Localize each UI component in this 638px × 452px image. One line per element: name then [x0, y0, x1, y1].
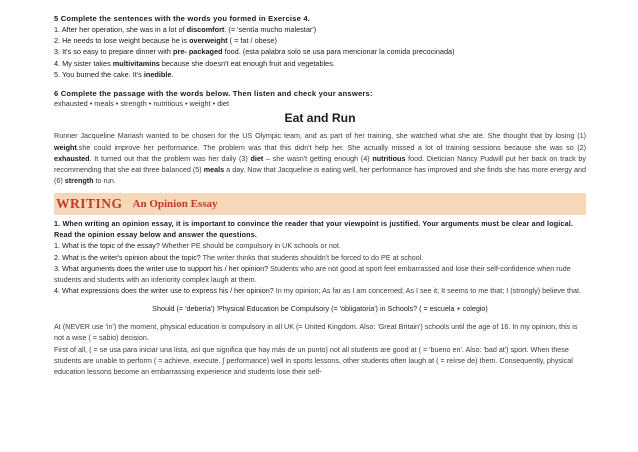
question-item	[54, 240, 586, 251]
item-text: ( = fat / obese)	[227, 36, 277, 46]
passage-segment: . It turned out that the problem was her daily (3)	[89, 153, 251, 163]
answer-word: multivitamins	[112, 58, 160, 68]
essay-body	[54, 321, 586, 377]
item-text: 1. After her operation, she was in a lot of	[54, 25, 187, 34]
essay-paragraph: First of all, ( = se usa para iniciar una lista, así que significa que hay más de un punto) not all students are good at ( = 'bueno en'. Also: 'bad at') sport. When these students are unable to perform ( = achieve, execute. ∫ performance) well in sports lessons, other students often laugh at ( = reírse de) them. Consequently, physical education lessons become an embarrassing experience and students lose their self-	[54, 344, 573, 377]
answer-word: overweight	[189, 36, 228, 46]
question-item	[54, 263, 586, 286]
item-text: because she doesn't eat enough fruit and vegetables.	[159, 58, 335, 68]
answer-text: The writer thinks that students shouldn't be forced to do PE at school.	[202, 252, 424, 262]
exercise-6-wordlist: exhausted • meals • strength • nutritious • weight • diet	[54, 99, 230, 109]
exercise-5-item	[54, 69, 586, 80]
passage-segment: food. Dietician Nancy Pudwill put her back on track by recommending that she eat three balanced (5)	[54, 153, 586, 175]
essay-paragraph: At (NEVER use 'in') the moment, physical education is compulsory in all UK (= United Kingdom. Also: 'Great Britain') schools until the age of 16. In my opinion, this is not a wise ( = sabio) decision.	[54, 322, 578, 343]
writing-subtitle: An Opinion Essay	[132, 197, 218, 210]
essay-title: Should (= 'debería') 'Physical Education be Compulsory (= 'obligatoria') in Schools? ( = escuela + colegio)	[152, 303, 488, 313]
answer-text: Students who are not good at sport feel embarrassed and lose their self-confidence when rude students and students with an inferiority complex laugh at them.	[54, 263, 571, 285]
passage-segment: – she wasn't getting enough (4)	[263, 153, 373, 163]
passage-title: Eat and Run	[284, 111, 356, 126]
exercise-5-heading: 5 Complete the sentences with the words you formed in Exercise 4.	[54, 14, 311, 23]
answer-word: inedible	[143, 69, 172, 79]
answer-word: discomfort	[186, 25, 225, 34]
answer-text: In my opinion; As far as I am concerned; As I see it; It seems to me that; I (strongly) believe that.	[275, 286, 581, 296]
worksheet-page	[54, 14, 586, 378]
writing-section-header	[54, 193, 586, 215]
passage-segment: Runner Jacqueline Mariash wanted to be chosen for the US Olympic team, and as part of her training, she watched what she ate. She thought that by losing (1)	[54, 131, 586, 141]
writing-instruction: 1. When writing an opinion essay, it is important to convince the reader that your viewpoint is justified. Your arguments must be clear and logical. Read the opinion essay below and answer the questions.	[54, 218, 574, 239]
item-text: 3. It's so easy to prepare dinner with	[54, 47, 174, 57]
answer-word: weight	[54, 142, 77, 152]
exercise-5-item	[54, 35, 586, 46]
question-text: 4. What expressions does the writer use to express his / her opinion?	[54, 286, 276, 296]
exercise-6-heading: 6 Complete the passage with the words below. Then listen and check your answers:	[54, 89, 373, 99]
answer-word: meals	[203, 165, 225, 175]
item-text: 5. You burned the cake. It's	[54, 69, 144, 79]
passage-segment: to run.	[93, 176, 116, 186]
passage-segment: ,she could improve her performance. The problem was that this didn't help her. She actually missed a lot of training sessions because she was so (2)	[76, 142, 586, 152]
question-text: 2. What is the writer's opinion about the topic?	[54, 252, 203, 262]
writing-label: WRITING	[56, 195, 123, 211]
exercise-5-list	[54, 24, 586, 80]
exercise-5-item	[54, 46, 586, 57]
passage-segment: a day. Now that Jacqueline is eating well, her performance has improved and she finds she has more energy and (6)	[54, 165, 586, 186]
exercise-5-item	[54, 24, 586, 35]
item-text: 4. My sister takes	[54, 58, 113, 68]
item-text: . (= 'sentía mucho malestar')	[224, 25, 317, 34]
answer-word: strength	[64, 176, 94, 186]
item-text: food. (esta palabra solo se usa para mencionar la comida precocinada)	[222, 47, 455, 57]
answer-word: exhausted	[54, 153, 90, 163]
answer-word: nutritious	[372, 153, 406, 163]
question-text: 1. What is the topic of the essay?	[54, 241, 162, 251]
answer-word: diet	[250, 153, 264, 163]
item-text: 2. He needs to lose weight because he is	[54, 36, 190, 46]
question-list	[54, 240, 586, 296]
exercise-5-item	[54, 58, 586, 69]
question-item	[54, 252, 586, 263]
answer-text: Whether PE should be compulsory in UK schools or not.	[161, 241, 341, 251]
answer-word: pre- packaged	[173, 47, 223, 57]
question-item	[54, 285, 586, 296]
passage-text	[54, 130, 586, 186]
question-text: 3. What arguments does the writer use to support his / her opinion?	[54, 263, 271, 273]
item-text: .	[171, 69, 174, 79]
